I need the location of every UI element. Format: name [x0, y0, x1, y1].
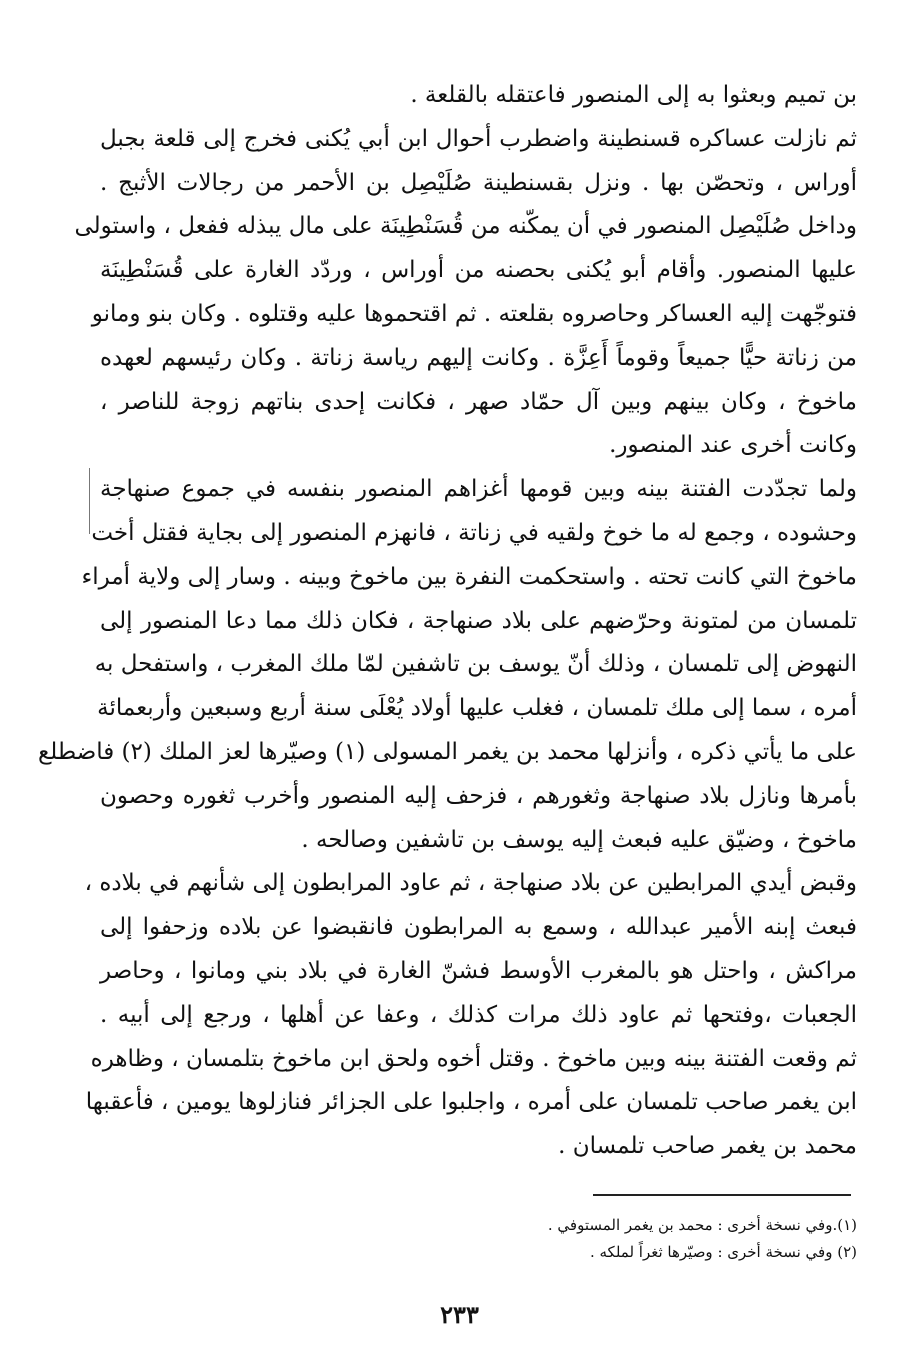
text-line: عليها المنصور. وأقام أبو يُكنى بحصنه من أوراس ، وردّد الغارة على قُسَنْطِينَة — [100, 257, 857, 284]
text-line: على ما يأتي ذكره ، وأنزلها محمد بن يغمر المسولى (١) وصيّرها لعز الملك (٢) فاضطلع — [37, 738, 857, 765]
text-line: أمره ، سما إلى ملك تلمسان ، فغلب عليها أولاد يُعْلَى سنة أربع وسبعين وأربعمائة — [97, 695, 857, 722]
page-number: ٢٣٣ — [440, 1300, 479, 1329]
main-text — [37, 74, 857, 1169]
text-line: محمد بن يغمر صاحب تلمسان . — [558, 1133, 857, 1160]
margin-mark — [89, 468, 90, 534]
text-line: ماخوخ التي كانت تحته . واستحكمت النفرة بين ماخوخ وبينه . وسار إلى ولاية أمراء — [81, 563, 857, 590]
text-line: أوراس ، وتحصّن بها . ونزل بقسنطينة صُلَيْصِل بن الأحمر من رجالات الأثبج . — [100, 169, 857, 196]
footnote: (٢) وفي نسخة أخرى : وصيّرها ثغراً لملكه . — [589, 1243, 857, 1261]
text-line: بن تميم وبعثوا به إلى المنصور فاعتقله بالقلعة . — [410, 82, 857, 108]
text-line: مراكش ، واحتل هو بالمغرب الأوسط فشنّ الغارة في بلاد بني ومانوا ، وحاصر — [100, 957, 857, 984]
text-line: وداخل صُلَيْصِل المنصور في أن يمكّنه من قُسَنْطِينَة على مال يبذله ففعل ، واستولى — [74, 213, 857, 240]
text-line: ماخوخ ، وضيّق عليه فبعث إليه يوسف بن تاشفين وصالحه . — [301, 826, 857, 853]
text-line: فتوجّهت إليه العساكر وحاصروه بقلعته . ثم اقتحموها عليه وقتلوه . وكان بنو ومانو — [91, 300, 857, 327]
text-line: من زناتة حيًّا جميعاً وقوماً أَعِزَّة . وكانت إليهم رياسة زناتة . وكان رئيسهم لعهده — [100, 344, 857, 371]
text-line: الجعبات ،وفتحها ثم عاود ذلك مرات كذلك ، وعفا عن أهلها ، ورجع إلى أبيه . — [100, 1001, 857, 1028]
footnote: (١).وفي نسخة أخرى : محمد بن يغمر المستوفي . — [547, 1216, 857, 1234]
footnote-divider — [593, 1194, 851, 1196]
text-line: ولما تجدّدت الفتنة بينه وبين قومها أغزاهم المنصور بنفسه في جموع صنهاجة — [100, 476, 857, 503]
text-line: تلمسان من لمتونة وحرّضهم على بلاد صنهاجة ، فكان ذلك مما دعا المنصور إلى — [100, 607, 857, 634]
text-line: ثم وقعت الفتنة بينه وبين ماخوخ . وقتل أخوه ولحق ابن ماخوخ بتلمسان ، وظاهره — [90, 1045, 857, 1072]
page-body — [37, 74, 857, 1169]
footnotes — [257, 1212, 857, 1266]
text-line: ثم نازلت عساكره قسنطينة واضطرب أحوال ابن أبي يُكنى فخرج إلى قلعة بجبل — [100, 125, 857, 152]
text-line: بأمرها ونازل بلاد صنهاجة وثغورهم ، فزحف إليه المنصور وأخرب ثغوره وحصون — [100, 782, 857, 809]
text-line: فبعث إبنه الأمير عبدالله ، وسمع به المرابطون فانقبضوا عن بلاده وزحفوا إلى — [100, 914, 857, 941]
text-line: وقبض أيدي المرابطين عن بلاد صنهاجة ، ثم عاود المرابطون إلى شأنهم في بلاده ، — [84, 870, 857, 897]
text-line: ابن يغمر صاحب تلمسان على أمره ، واجلبوا على الجزائر فنازلوها يومين ، فأعقبها — [85, 1089, 857, 1116]
text-line: ماخوخ ، وكان بينهم وبين آل حمّاد صهر ، فكانت إحدى بناتهم زوجة للناصر ، — [100, 388, 857, 415]
text-line: وحشوده ، وجمع له ما خوخ ولقيه في زناتة ، فانهزم المنصور إلى بجاية فقتل أخت — [91, 519, 857, 546]
text-line: النهوض إلى تلمسان ، وذلك أنّ يوسف بن تاشفين لمّا ملك المغرب ، واستفحل به — [94, 651, 857, 678]
text-line: وكانت أخرى عند المنصور. — [609, 432, 857, 459]
